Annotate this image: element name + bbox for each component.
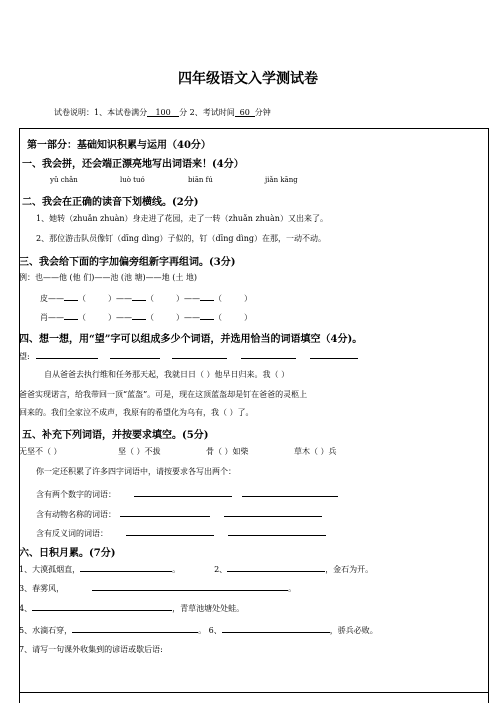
pinyin-2: luò tuó	[120, 176, 145, 184]
s4-para3: 回来的。我们全家泣不成声，我原有的希望化为乌有，我（ ）了。	[19, 408, 254, 417]
s3-row1: 皮—— （ ）—— （ ）—— （ ）	[40, 294, 252, 303]
s6-line4: 5、水滴石穿， 。 6、 ，骄兵必败。	[19, 626, 378, 635]
s5-word2: 坚（ ）不拔	[118, 447, 161, 456]
note-suffix: 分钟	[254, 108, 271, 117]
s6-line1: 1、大漠孤烟直， 。 2、 ，金石为开。	[19, 565, 374, 574]
s3-row2: 肖—— （ ）—— （ ）—— （ ）	[40, 313, 252, 322]
s5-line1: 含有两个数字的词语：	[36, 488, 338, 500]
section4-heading: 四、想一想，用“望”字可以组成多少个词语，并选用恰当的词语填空（4分)。	[19, 334, 363, 345]
section1-heading: 一、我会拼，还会端正漂亮地写出词语来！(4分）	[22, 159, 244, 170]
section5-heading: 五、补充下列词语，并按要求填空。(5分)	[22, 430, 209, 441]
s2-line1: 1、她转（zhuǎn zhuàn）身走进了花园，走了一转（zhuǎn zhuàn）又出来了。	[36, 214, 328, 223]
s6-line2: 3、春雾风， 。	[19, 584, 297, 593]
exam-note	[54, 107, 271, 118]
s6-line5: 7、请写一句课外收集到的谚语或歇后语:	[19, 645, 163, 654]
section2-heading: 二、我会在正确的读音下划横线。(2分)	[22, 197, 199, 208]
s5-word3: 骨（ ）如柴	[206, 447, 249, 456]
s5-intro: 你一定还积累了许多四字词语中，请按要求各写出两个：	[36, 467, 236, 476]
s5-word4: 草木（ ）兵	[294, 447, 337, 456]
section6-heading: 六、日积月累。(7分)	[19, 548, 116, 559]
pinyin-4: jiǎn kāng	[265, 176, 298, 184]
s6-line3: 4、 ，青草池塘处处蛙。	[19, 604, 245, 613]
page-title: 四年级语文入学测试卷	[178, 71, 318, 87]
s2-line2: 2、那位游击队员像钉（dīng dìng）子似的，钉（dīng dìng）在那，一动不动。	[36, 234, 326, 243]
note-prefix: 试卷说明：1、本试卷满分	[54, 108, 148, 117]
full-score: 100	[147, 108, 179, 117]
s3-example: 例：也——他 (他 们)——池 (池 塘)——地 (土 地)	[19, 273, 197, 282]
s4-label: 望:	[19, 350, 358, 362]
section3-heading: 三、我会给下面的字加偏旁组新字再组词。(3分)	[19, 257, 236, 268]
note-mid: 分 2、考试时间	[179, 108, 235, 117]
s5-line3: 含有反义词的词语：	[36, 527, 326, 539]
frame-bottom-rule	[19, 692, 489, 693]
s4-para1: 自从爸爸去执行维和任务那天起，我就日日（ ）他早日归来。我（ ）	[44, 370, 290, 379]
part1-heading: 第一部分：基础知识积累与运用（40分）	[27, 140, 211, 151]
s5-word1: 无坚不（ ）	[19, 447, 62, 456]
pinyin-3: biān fú	[188, 176, 213, 184]
s4-para2: 爸爸实现诺言，给我带回一顶“蓝盔”。可是，现在这顶蓝盔却是钉在爸爸的灵柩上	[19, 390, 308, 399]
s5-line2: 含有动物名称的词语：	[36, 508, 322, 520]
pinyin-1: yǔ chǎn	[50, 176, 78, 184]
exam-time: 60	[235, 108, 255, 117]
